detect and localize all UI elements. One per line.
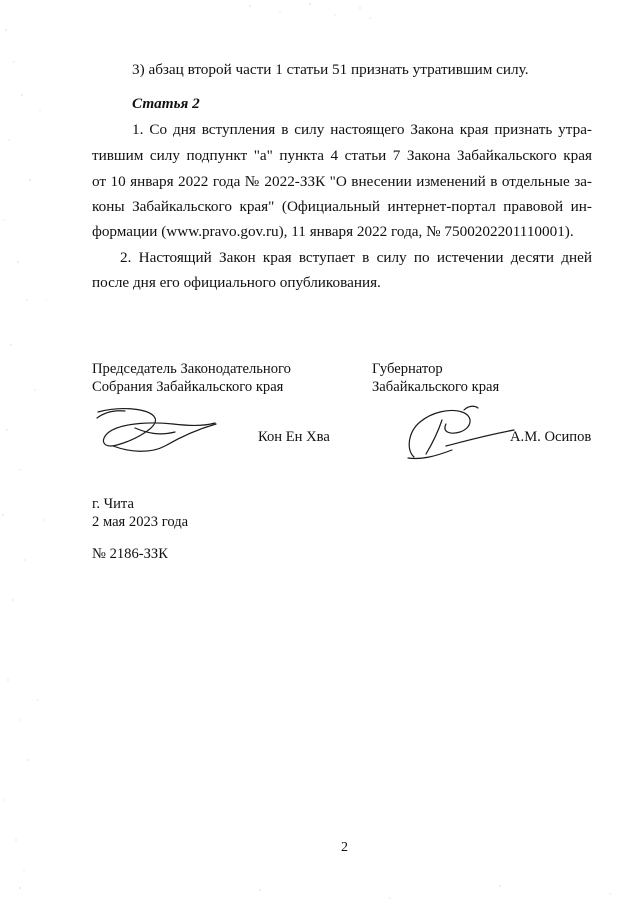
para2-line-2: после дня его официального опубликования. [92,274,381,291]
para1-line-2: тившим силу подпункт "а" пункта 4 статьи 7 Закона Забайкальского края [92,147,592,164]
scan-noise-bottom [0,878,640,905]
page-number: 2 [341,840,348,855]
para1-line-3: от 10 января 2022 года № 2022-ЗЗК "О внесении изменений в отдельные за- [92,173,592,190]
item-3-text: 3) абзац второй части 1 статьи 51 признать утратившим силу. [132,61,529,78]
right-signatory-title-2: Забайкальского края [372,379,500,395]
right-signature [402,402,520,462]
left-signatory-name: Кон Ен Хва [258,429,330,445]
scan-noise-left [0,0,60,905]
right-signatory-title-1: Губернатор [372,361,443,377]
right-signatory-name: А.М. Осипов [510,429,592,445]
left-signatory-title-1: Председатель Законодательного [92,361,291,377]
para2-line-1: 2. Настоящий Закон края вступает в силу по истечении десяти дней [120,249,592,266]
scan-noise-top [240,0,380,22]
date: 2 мая 2023 года [92,514,189,530]
para1-line-5: формации (www.pravo.gov.ru), 11 января 2022 года, № 7500202201110001). [92,223,574,240]
law-number: № 2186-ЗЗК [92,546,168,562]
left-signature [95,400,220,462]
left-signatory-title-2: Собрания Забайкальского края [92,379,284,395]
city: г. Чита [92,496,134,512]
para1-line-1: 1. Со дня вступления в силу настоящего Закона края признать утра- [132,121,592,138]
article-heading: Статья 2 [132,95,200,112]
para1-line-4: коны Забайкальского края" (Официальный интернет-портал правовой ин- [92,198,592,215]
